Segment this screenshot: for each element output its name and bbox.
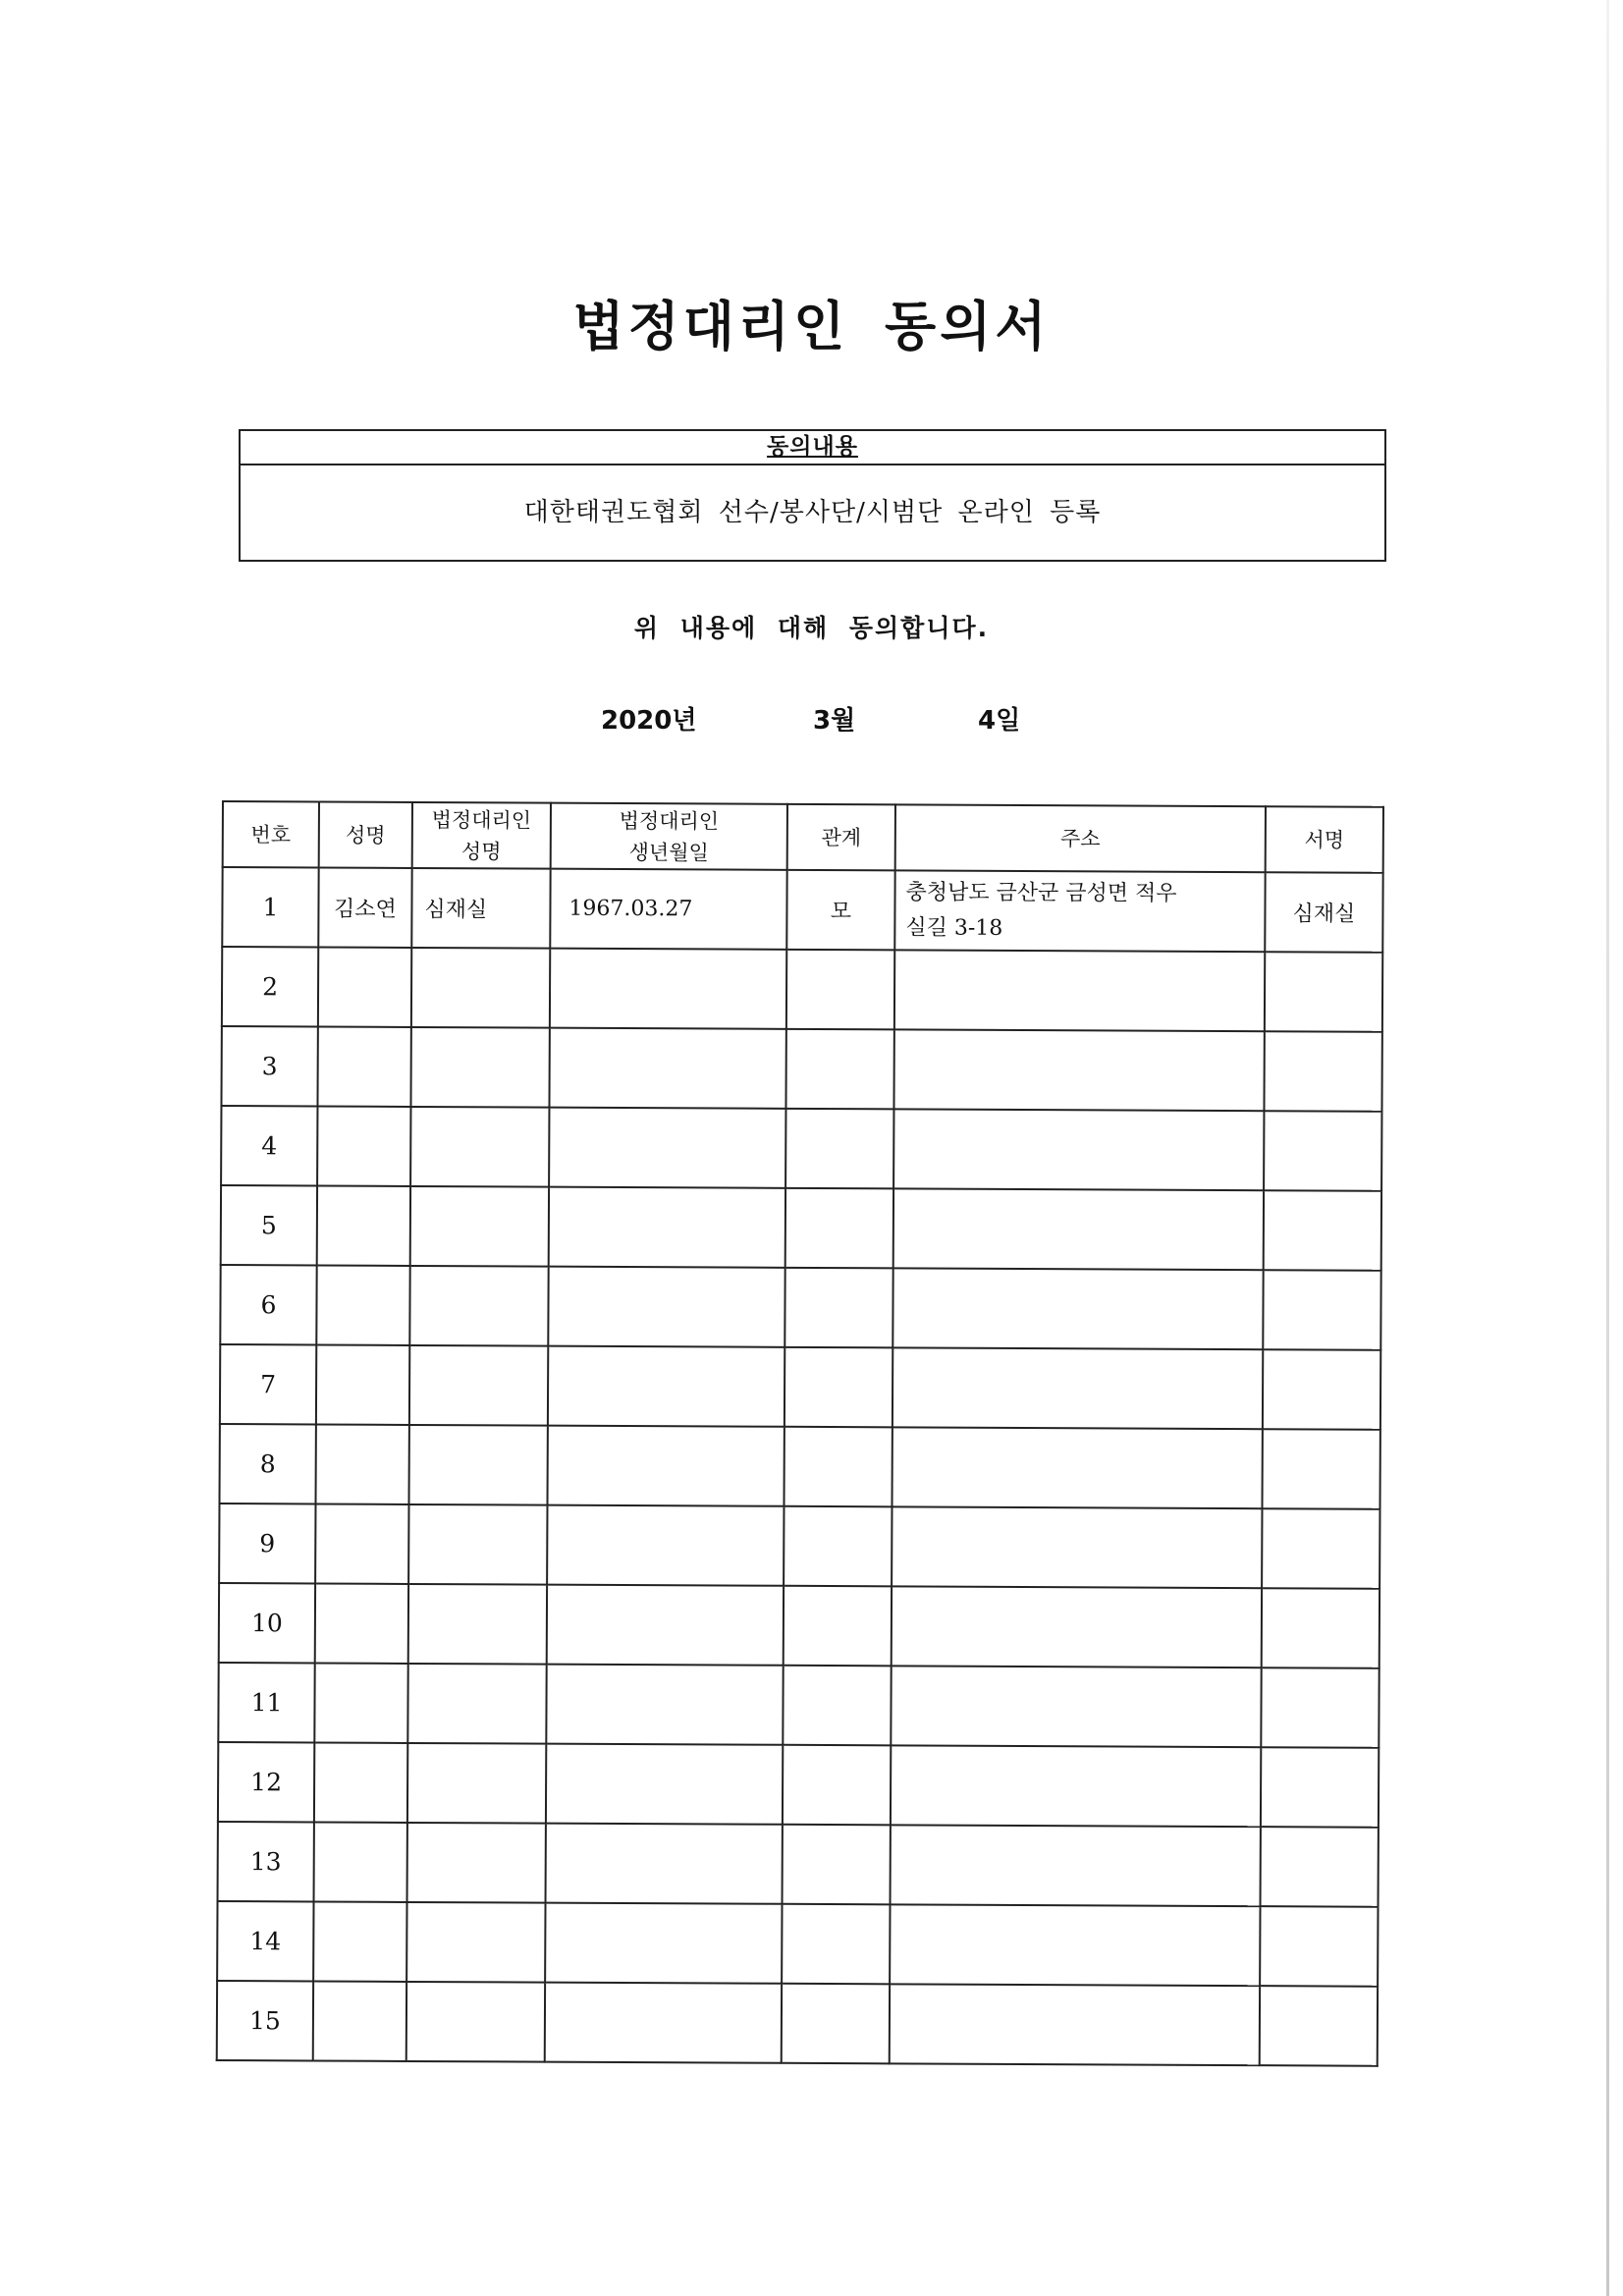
row-relation <box>784 1506 892 1587</box>
row-guardian-name <box>407 1823 546 1903</box>
row-relation <box>782 1904 890 1985</box>
row-guardian-birth <box>548 1267 784 1347</box>
row-guardian-birth <box>546 1665 783 1745</box>
table-row <box>219 1583 1380 1668</box>
row-address <box>890 1904 1260 1986</box>
row-signature <box>1262 1588 1380 1668</box>
header-guardian-name <box>412 802 551 869</box>
row-number: 14 <box>217 1901 313 1981</box>
table-row <box>220 1265 1380 1350</box>
row-name <box>314 1822 407 1901</box>
row-name <box>317 1185 410 1265</box>
row-number: 12 <box>218 1742 314 1822</box>
row-number: 1 <box>222 867 318 947</box>
header-guardian-name-line1: 법정대리인 <box>431 807 532 833</box>
table-row <box>222 947 1382 1032</box>
table-row <box>222 867 1382 953</box>
header-guardian-birth-line2: 생년월일 <box>628 840 709 864</box>
row-address-line2: 실길 3-18 <box>905 914 1003 941</box>
row-signature <box>1265 952 1382 1032</box>
row-guardian-birth: 1967.03.27 <box>550 869 786 950</box>
row-guardian-birth <box>546 1824 783 1904</box>
row-relation: 모 <box>786 870 894 951</box>
row-signature <box>1263 1270 1380 1350</box>
row-relation <box>785 1188 893 1269</box>
row-guardian-name <box>406 1982 545 2062</box>
consent-content: 대한태권도협회 선수/봉사단/시범단 온라인 등록 <box>523 498 1102 527</box>
row-number: 13 <box>218 1822 314 1901</box>
row-number: 3 <box>221 1026 317 1106</box>
row-guardian-name <box>408 1584 547 1665</box>
row-signature <box>1264 1031 1381 1112</box>
row-guardian-name <box>410 1027 549 1108</box>
header-address: 주소 <box>895 804 1266 872</box>
row-address <box>892 1427 1262 1508</box>
consent-header-label: 동의내용 <box>767 434 858 460</box>
header-guardian-name-line2: 성명 <box>460 839 502 863</box>
row-relation <box>783 1825 891 1905</box>
row-name <box>317 1026 410 1106</box>
row-relation <box>782 1984 890 2064</box>
row-address <box>892 1506 1262 1588</box>
row-guardian-name <box>410 1186 549 1267</box>
row-guardian-name: 심재실 <box>411 868 550 949</box>
row-address <box>893 1347 1263 1429</box>
row-name <box>315 1583 408 1663</box>
header-guardian-birth-line1: 법정대리인 <box>619 808 720 833</box>
row-guardian-birth <box>550 949 786 1029</box>
row-number: 10 <box>219 1583 315 1663</box>
table-row <box>220 1424 1380 1509</box>
row-guardian-birth <box>546 1744 783 1825</box>
table-header-row <box>223 801 1383 873</box>
row-guardian-name <box>409 1266 548 1346</box>
consent-box <box>239 429 1386 562</box>
row-relation <box>784 1586 892 1667</box>
row-relation <box>785 1109 893 1189</box>
row-address <box>891 1666 1261 1747</box>
table-row <box>218 1742 1379 1828</box>
table-row <box>218 1663 1379 1748</box>
row-number: 15 <box>217 1981 313 2060</box>
row-signature <box>1262 1508 1380 1589</box>
row-number: 11 <box>218 1663 314 1742</box>
header-signature: 서명 <box>1266 806 1383 873</box>
row-name <box>316 1265 409 1344</box>
row-relation <box>783 1745 891 1826</box>
table-row <box>221 1185 1381 1271</box>
row-name <box>316 1344 409 1424</box>
date-month: 3월 <box>813 706 856 736</box>
row-signature <box>1260 1906 1378 1987</box>
row-name <box>313 1901 406 1981</box>
consent-header <box>241 431 1384 465</box>
row-relation <box>786 950 894 1030</box>
row-guardian-birth <box>545 1983 782 2063</box>
row-signature <box>1261 1667 1379 1748</box>
row-number: 2 <box>222 947 318 1026</box>
row-guardian-birth <box>549 1108 785 1188</box>
row-address <box>890 1984 1260 2065</box>
agreement-statement: 위 내용에 대해 동의합니다. <box>633 614 990 642</box>
row-number: 4 <box>221 1106 317 1185</box>
row-number: 8 <box>220 1424 316 1503</box>
row-address <box>893 1029 1264 1111</box>
row-name <box>314 1663 407 1742</box>
header-name: 성명 <box>319 801 412 867</box>
row-name <box>315 1503 408 1583</box>
row-relation <box>784 1427 892 1507</box>
row-guardian-name <box>411 948 550 1028</box>
row-guardian-birth <box>547 1426 784 1506</box>
row-number: 5 <box>221 1185 317 1265</box>
row-signature: 심재실 <box>1265 872 1382 953</box>
date-day: 4일 <box>978 706 1021 736</box>
row-name <box>313 1981 406 2060</box>
row-name <box>315 1424 408 1503</box>
table-row <box>217 1981 1378 2066</box>
table-row <box>217 1901 1378 1987</box>
row-address <box>893 1268 1263 1349</box>
row-number: 7 <box>220 1344 316 1424</box>
row-guardian-name <box>410 1107 549 1187</box>
row-address <box>891 1745 1261 1827</box>
row-name <box>318 947 411 1026</box>
row-guardian-birth <box>549 1028 785 1109</box>
date-year: 2020년 <box>601 706 697 736</box>
row-guardian-name <box>409 1345 548 1426</box>
row-guardian-birth <box>548 1346 784 1427</box>
table-row <box>221 1026 1381 1112</box>
row-signature <box>1261 1747 1379 1828</box>
row-guardian-birth <box>547 1585 784 1666</box>
document-title: 법정대리인 동의서 <box>572 295 1051 357</box>
row-signature <box>1262 1429 1380 1509</box>
row-number: 9 <box>219 1503 315 1583</box>
row-signature <box>1264 1190 1381 1271</box>
row-relation <box>783 1666 891 1746</box>
row-number: 6 <box>220 1265 316 1344</box>
row-address <box>891 1825 1261 1906</box>
row-address <box>894 870 1265 952</box>
row-address <box>893 1188 1264 1270</box>
row-guardian-name <box>408 1425 547 1505</box>
row-guardian-birth <box>549 1187 785 1268</box>
table-row <box>221 1106 1381 1191</box>
row-name <box>317 1106 410 1185</box>
header-guardian-birth <box>551 803 787 870</box>
row-guardian-name <box>408 1504 547 1585</box>
row-address-line1: 충청남도 금산군 금성면 적우 <box>905 879 1177 906</box>
header-number: 번호 <box>223 801 319 867</box>
table-row <box>220 1344 1380 1430</box>
row-guardian-birth <box>547 1505 784 1586</box>
row-guardian-name <box>407 1664 546 1744</box>
row-signature <box>1261 1827 1379 1907</box>
row-address <box>893 1109 1264 1190</box>
row-address <box>894 950 1265 1031</box>
row-name: 김소연 <box>318 867 411 947</box>
row-guardian-name <box>406 1902 545 1983</box>
row-name <box>314 1742 407 1822</box>
row-relation <box>785 1029 893 1110</box>
row-signature <box>1263 1349 1380 1430</box>
row-signature <box>1260 1986 1378 2066</box>
row-guardian-name <box>407 1743 546 1824</box>
row-signature <box>1264 1111 1381 1191</box>
roster-table <box>216 800 1384 2067</box>
table-row <box>218 1822 1379 1907</box>
row-address <box>892 1586 1262 1667</box>
row-relation <box>784 1347 893 1428</box>
row-guardian-birth <box>545 1903 782 1984</box>
table-row <box>219 1503 1380 1589</box>
row-relation <box>784 1268 893 1348</box>
header-relation: 관계 <box>787 804 895 871</box>
